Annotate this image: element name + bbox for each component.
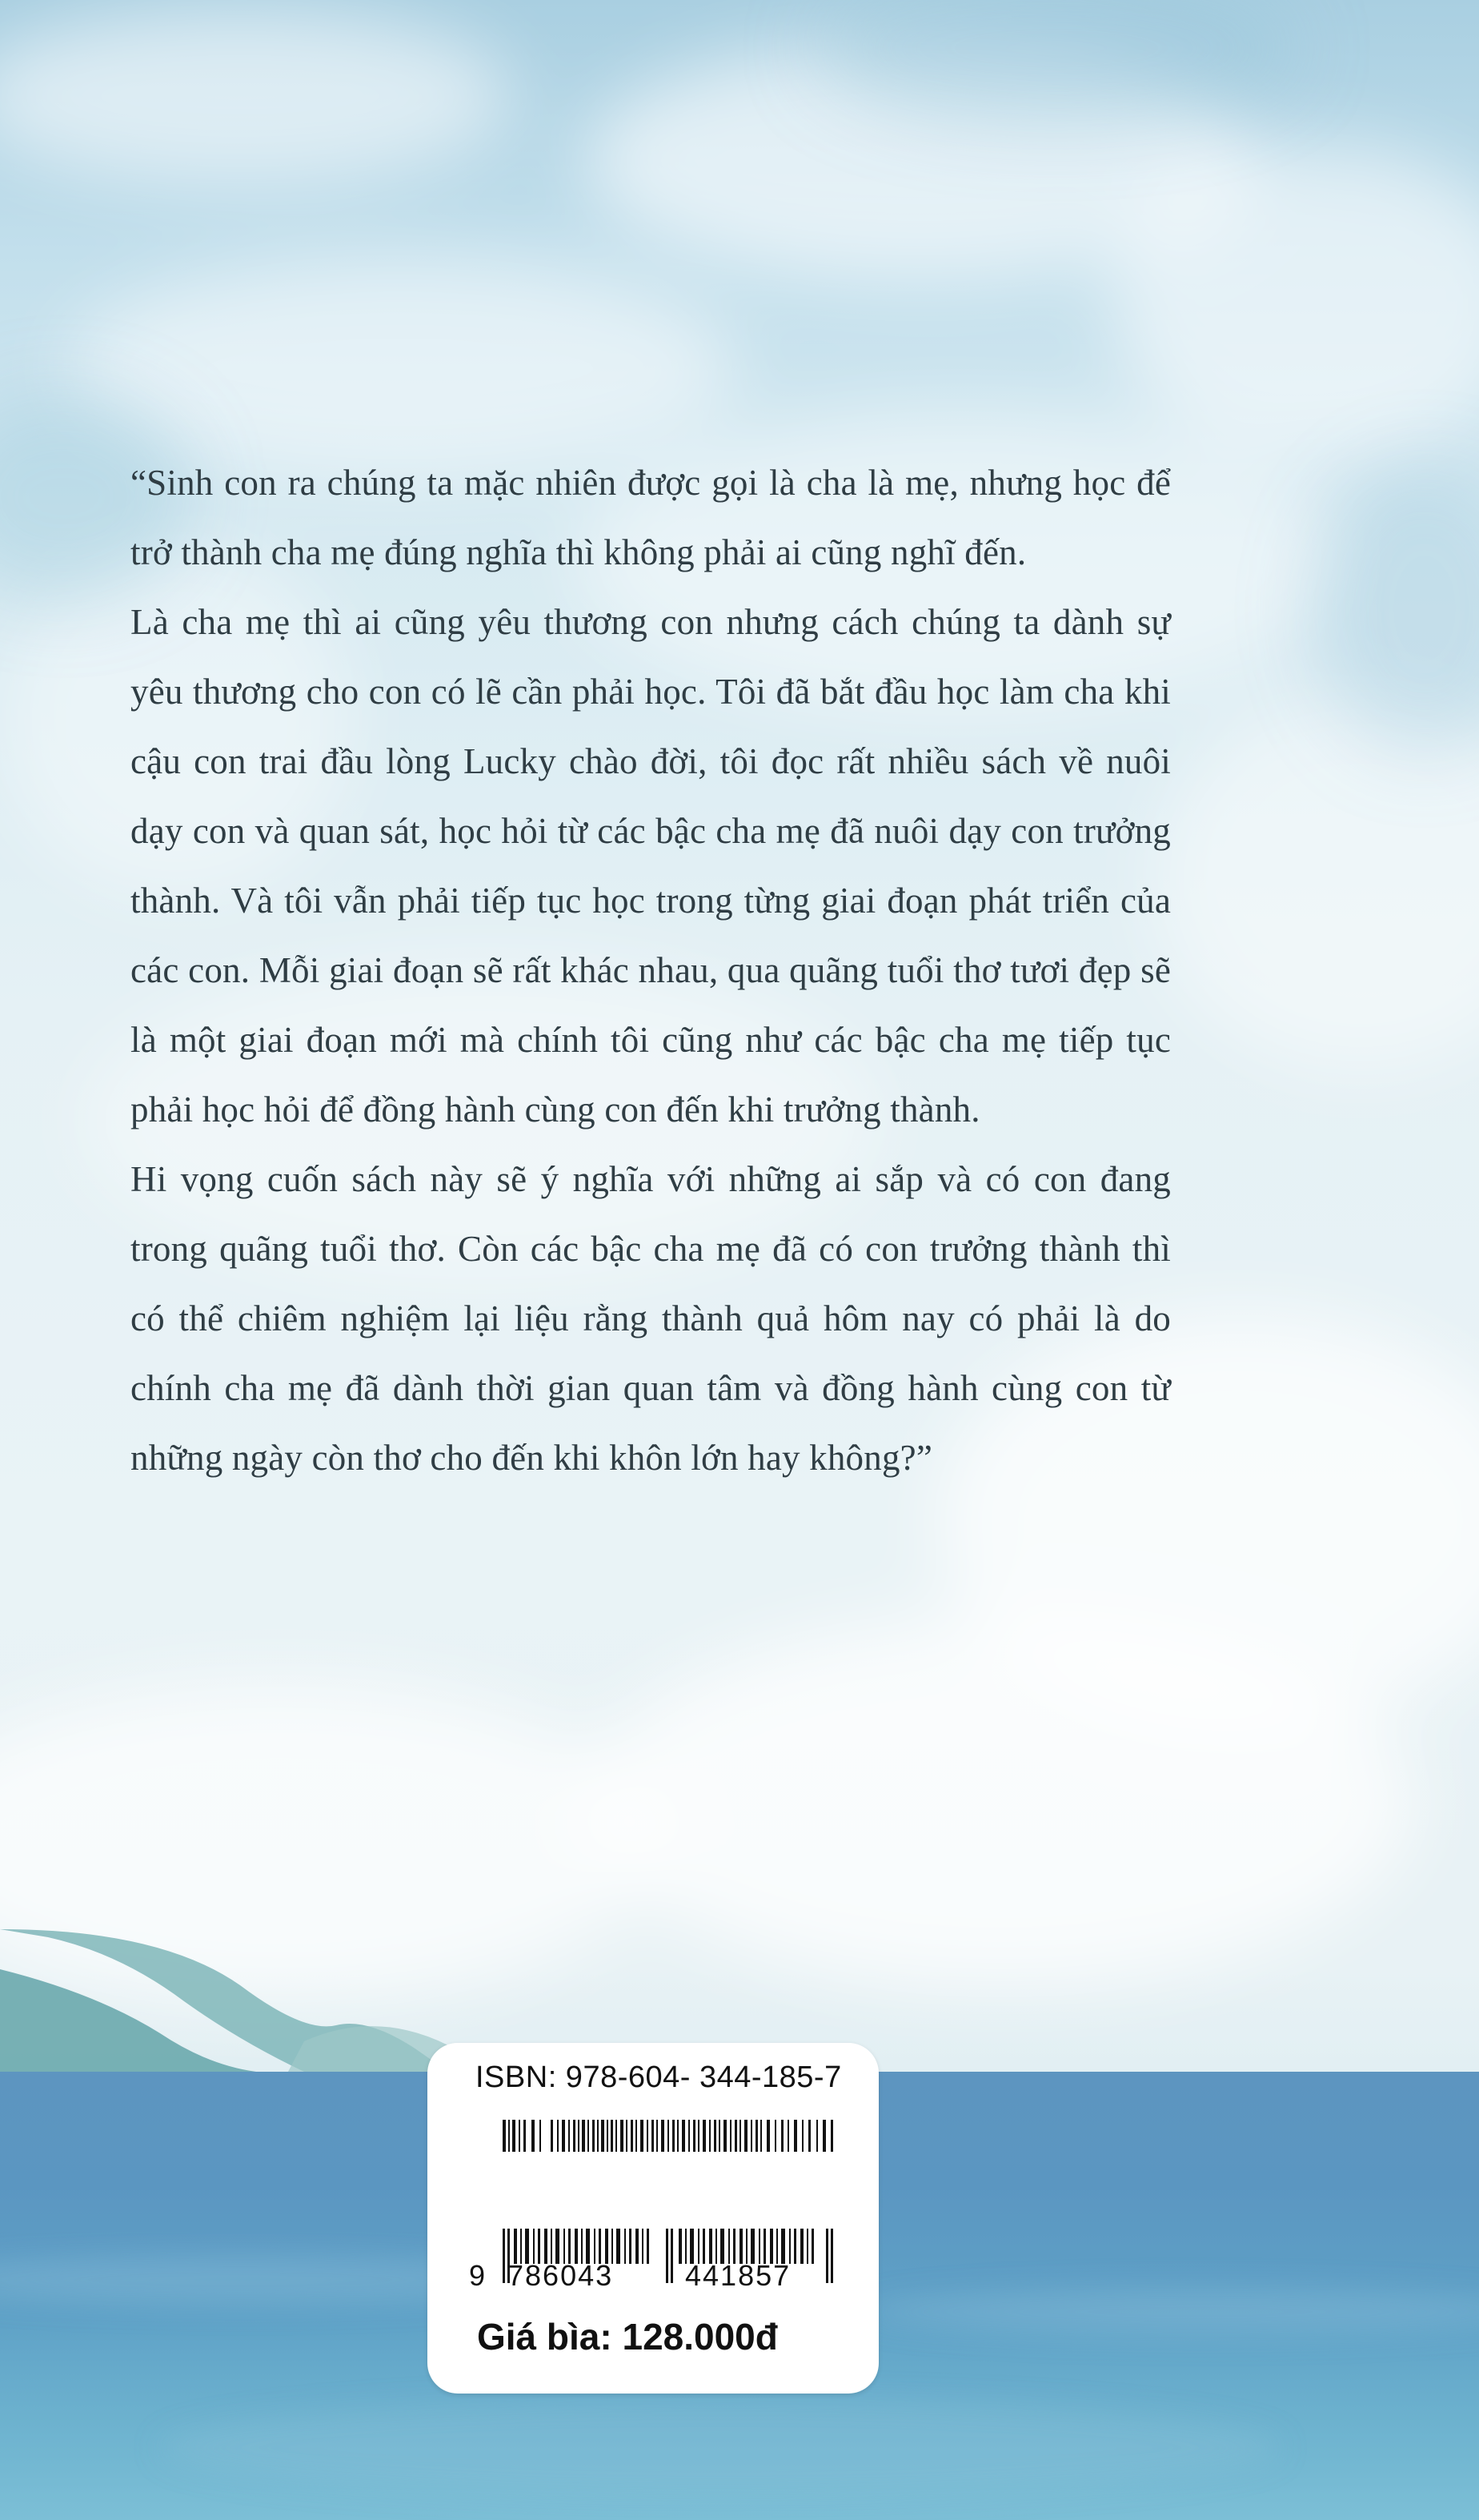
blurb-paragraph: Hi vọng cuốn sách này sẽ ý nghĩa với những ai sắp và có con đang trong quãng tuổi thơ. Còn các bậc cha mẹ đã có con trưởng thành thì có thể chiêm nghiệm lại liệu rằng thành quả hôm nay có phải là do chính cha mẹ đã dành thời gian quan tâm và đồng hành cùng con từ những ngày còn thơ cho đến khi khôn lớn hay không?” — [130, 1159, 1171, 1478]
ean-digits-right: 441857 — [685, 2259, 792, 2292]
ean-digits-left: 786043 — [507, 2259, 614, 2292]
ean-digit-lead: 9 — [469, 2259, 486, 2292]
isbn-barcode-icon — [503, 2120, 836, 2152]
cover-price: Giá bìa: 128.000đ — [477, 2316, 778, 2357]
isbn-number: ISBN: 978-604- 344-185-7 — [475, 2061, 842, 2094]
isbn-price-sticker — [427, 2043, 879, 2394]
blurb-paragraph: Là cha mẹ thì ai cũng yêu thương con nhưng cách chúng ta dành sự yêu thương cho con có lẽ cần phải học. Tôi đã bắt đầu học làm cha khi cậu con trai đầu lòng Lucky chào đời, tôi đọc rất nhiều sách về nuôi dạy con và quan sát, học hỏi từ các bậc cha mẹ đã nuôi dạy con trưởng thành. Và tôi vẫn phải tiếp tục học trong từng giai đoạn phát triển của các con. Mỗi giai đoạn sẽ rất khác nhau, qua quãng tuổi thơ tươi đẹp sẽ là một giai đoạn mới mà chính tôi cũng như các bậc cha mẹ tiếp tục phải học hỏi để đồng hành cùng con đến khi trưởng thành. — [130, 602, 1171, 1130]
blurb-paragraph: “Sinh con ra chúng ta mặc nhiên được gọi là cha là mẹ, nhưng học để trở thành cha mẹ đúng nghĩa thì không phải ai cũng nghĩ đến. — [130, 463, 1171, 572]
back-cover-blurb — [130, 448, 1171, 1493]
